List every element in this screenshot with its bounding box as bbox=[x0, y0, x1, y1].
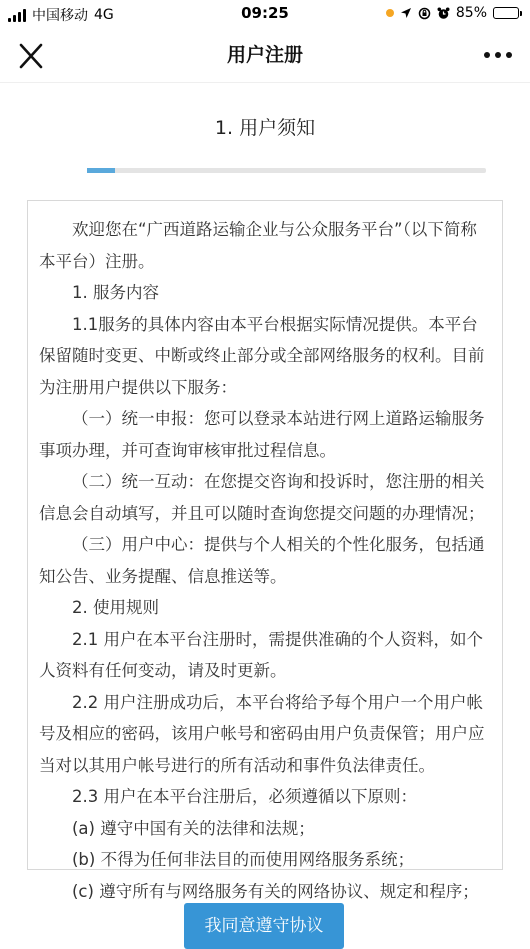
agreement-scroll-box[interactable] bbox=[27, 200, 503, 901]
agree-button[interactable]: 我同意遵守协议 bbox=[184, 903, 344, 949]
agreement-paragraph: 2.3 用户在本平台注册后，必须遵循以下原则： bbox=[72, 787, 417, 806]
recording-dot-icon bbox=[386, 9, 394, 17]
agreement-paragraph: 1. 服务内容 bbox=[72, 283, 159, 302]
page-title: 用户注册 bbox=[226, 44, 303, 66]
more-button[interactable] bbox=[478, 40, 518, 70]
battery-icon bbox=[493, 7, 522, 19]
status-time: 09:25 bbox=[241, 4, 289, 22]
more-icon bbox=[484, 52, 490, 58]
agreement-paragraph: (c) 遵守所有与网络服务有关的网络协议、规定和程序； bbox=[72, 881, 479, 901]
agreement-paragraph: (b) 不得为任何非法目的而使用网络服务系统； bbox=[72, 850, 415, 869]
agreement-paragraph: 2.2 用户注册成功后，本平台将给予每个用户一个用户帐号及相应的密码，该用户帐号和密码由用户负责保管；用户应当对以其用户帐号进行的所有活动和事件负法律责任。 bbox=[39, 692, 485, 775]
agreement-paragraph: （三）用户中心：提供与个人相关的个性化服务，包括通知公告、业务提醒、信息推送等。 bbox=[39, 535, 485, 586]
orientation-lock-icon bbox=[418, 7, 431, 20]
status-bar bbox=[0, 0, 530, 28]
agreement-paragraph: 1.1服务的具体内容由本平台根据实际情况提供。本平台保留随时变更、中断或终止部分或全部网络服务的权利。目前为注册用户提供以下服务： bbox=[39, 314, 485, 397]
status-right bbox=[386, 5, 522, 21]
network-label: 4G bbox=[94, 7, 114, 23]
agreement-paragraph: （二）统一互动：在您提交咨询和投诉时，您注册的相关信息会自动填写，并且可以随时查询您提交问题的办理情况； bbox=[39, 472, 485, 523]
agreement-paragraph: 2. 使用规则 bbox=[72, 598, 159, 617]
location-arrow-icon bbox=[400, 7, 412, 19]
agreement-text bbox=[28, 201, 502, 907]
carrier-label: 中国移动 bbox=[32, 8, 88, 24]
alarm-icon bbox=[437, 7, 450, 20]
agreement-paragraph: (a) 遵守中国有关的法律和法规； bbox=[72, 818, 315, 838]
agreement-paragraph: 2.1 用户在本平台注册时，需提供准确的个人资料，如个人资料有任何变动，请及时更新。 bbox=[39, 629, 483, 680]
step-title: 1. 用户须知 bbox=[214, 117, 316, 139]
agreement-paragraph: （一）统一申报：您可以登录本站进行网上道路运输服务事项办理，并可查询审核审批过程信息。 bbox=[39, 409, 485, 460]
agreement-paragraph: 欢迎您在“广西道路运输企业与公众服务平台”（以下简称本平台）注册。 bbox=[39, 220, 477, 271]
step-progress-fill bbox=[87, 168, 115, 173]
navigation-bar bbox=[0, 28, 530, 83]
step-progress-bar bbox=[87, 168, 486, 173]
battery-percent: 85% bbox=[455, 5, 487, 21]
